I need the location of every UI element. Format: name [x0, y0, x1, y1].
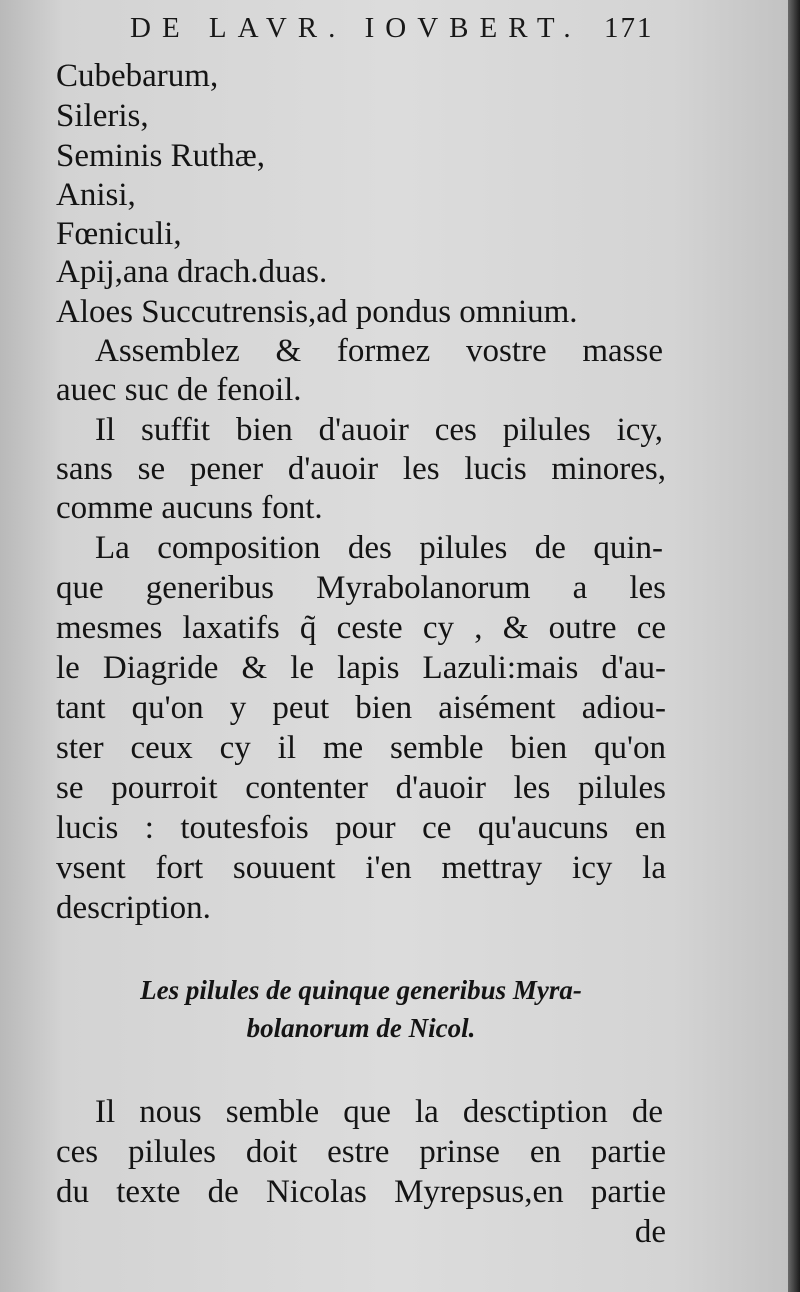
text-line: vsent fort souuent i'en mettray icy la	[56, 850, 666, 886]
text-line: Sileris,	[56, 98, 149, 134]
section-heading-line: bolanorum de Nicol.	[246, 1013, 476, 1043]
text-line: comme aucuns font.	[56, 490, 323, 526]
text-line: Cubebarum,	[56, 58, 219, 94]
text-line: Fœniculi,	[56, 216, 182, 252]
text-line: le Diagride & le lapis Lazuli:mais d'au-	[56, 650, 666, 686]
text-line: ster ceux cy il me semble bien qu'on	[56, 730, 666, 766]
text-line: lucis : toutesfois pour ce qu'aucuns en	[56, 810, 666, 846]
running-title: DE LAVR. IOVBERT.	[130, 12, 582, 44]
page-edge-shadow	[788, 0, 800, 1292]
page-header	[130, 12, 670, 52]
text-line: Aloes Succutrensis,ad pondus omnium.	[56, 294, 578, 330]
text-line: Seminis Ruthæ,	[56, 138, 266, 174]
text-line: mesmes laxatifs q̃ ceste cy , & outre ce	[56, 610, 666, 646]
text-line: du texte de Nicolas Myrepsus,en partie	[56, 1174, 666, 1210]
text-line: Il suffit bien d'auoir ces pilules icy,	[95, 412, 663, 448]
text-line: La composition des pilules de quin-	[95, 530, 663, 566]
text-line: ces pilules doit estre prinse en partie	[56, 1134, 666, 1170]
text-line: tant qu'on y peut bien aisément adiou-	[56, 690, 666, 726]
text-line: Il nous semble que la desctiption de	[95, 1094, 663, 1130]
text-line: que generibus Myrabolanorum a les	[56, 570, 666, 606]
text-line: sans se pener d'auoir les lucis minores,	[56, 451, 666, 487]
text-line: Assemblez & formez vostre masse	[95, 333, 663, 369]
text-line: Anisi,	[56, 177, 136, 213]
text-line: auec suc de fenoil.	[56, 372, 302, 408]
text-line: description.	[56, 890, 211, 926]
catchword: de	[634, 1214, 666, 1250]
text-line: se pourroit contenter d'auoir les pilules	[56, 770, 666, 806]
section-heading-line: Les pilules de quinque generibus Myra-	[140, 975, 582, 1005]
text-line: Apij,ana drach.duas.	[56, 254, 328, 290]
page-number: 171	[604, 12, 654, 44]
